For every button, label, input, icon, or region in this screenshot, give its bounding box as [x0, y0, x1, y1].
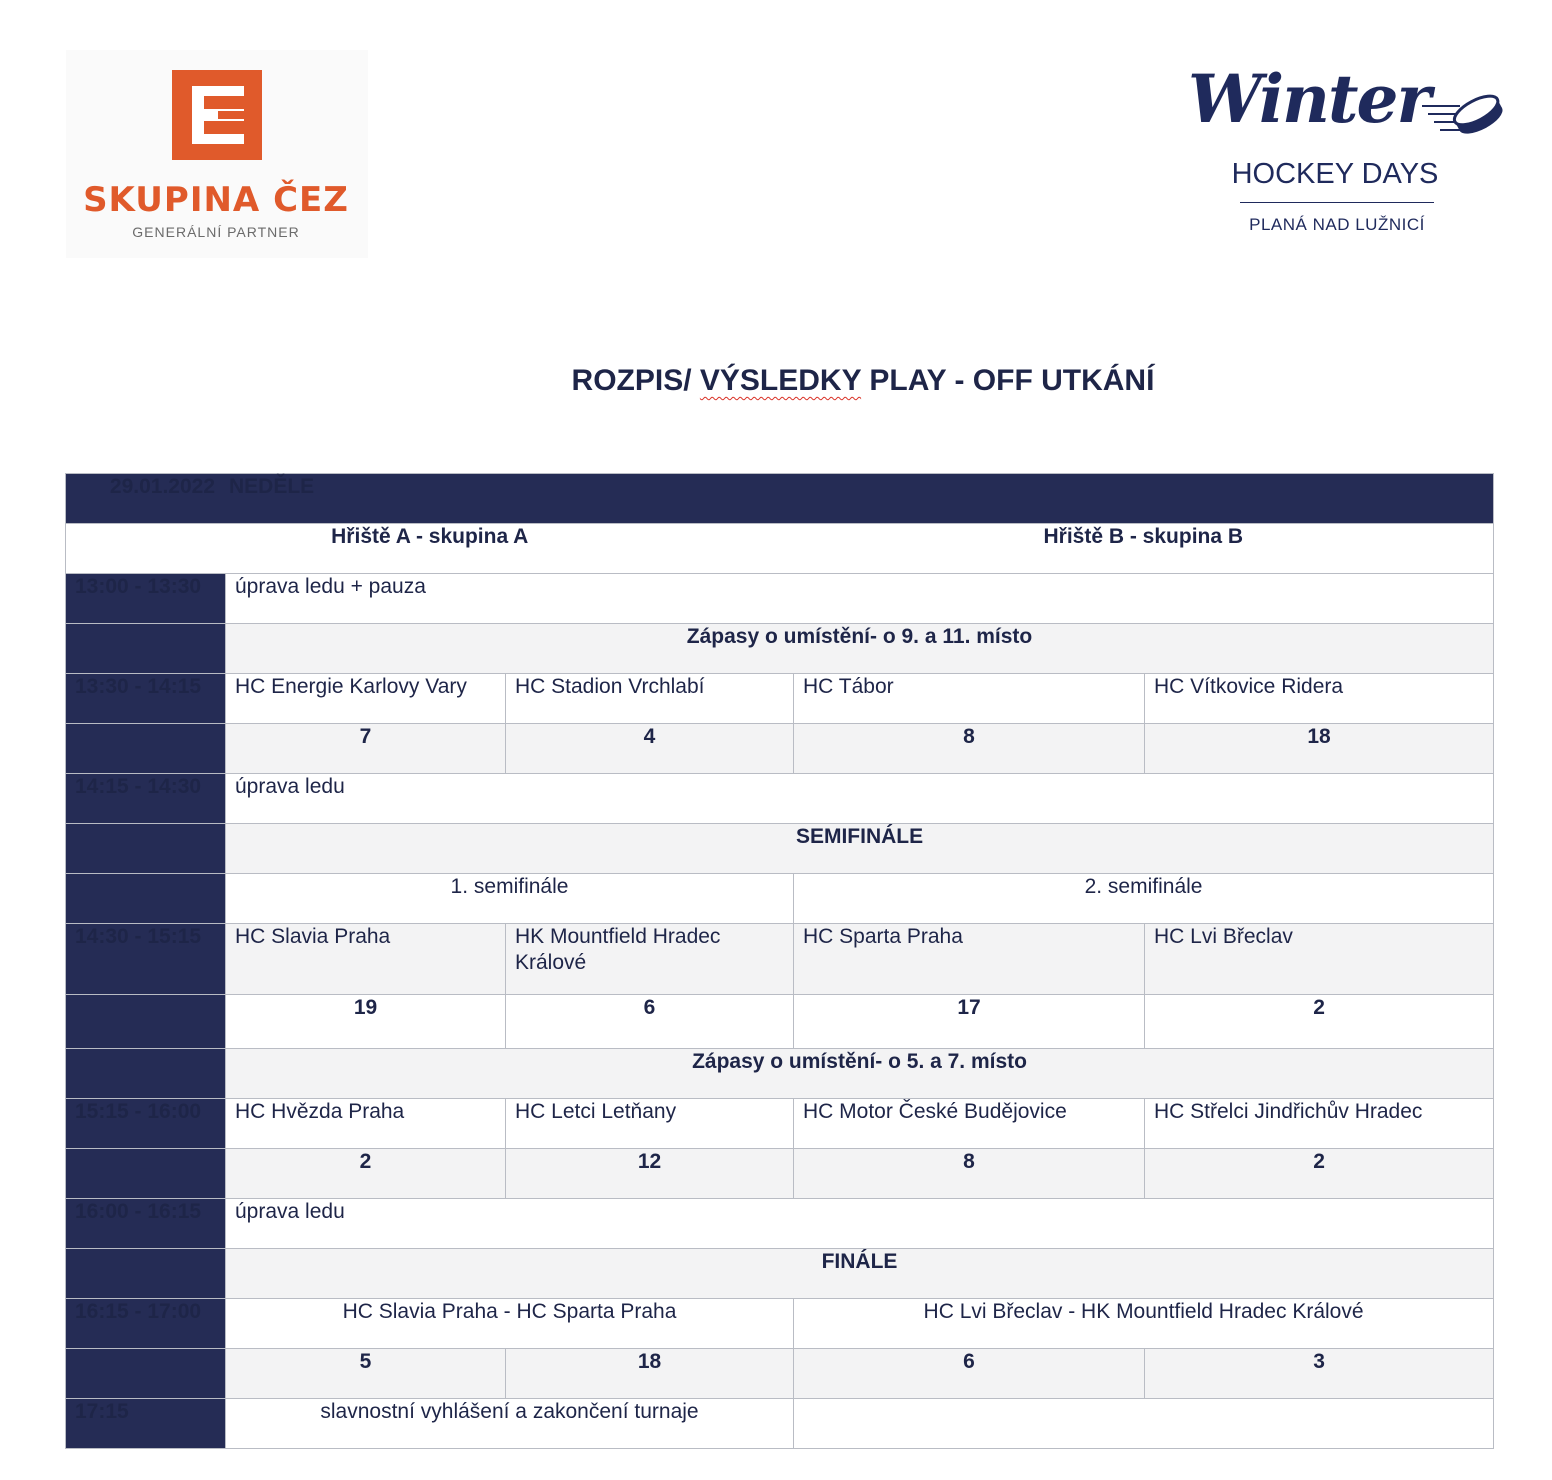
team-cell: HK Mountfield Hradec Králové: [506, 924, 794, 995]
table-row: [66, 1299, 1494, 1349]
time-cell: [66, 995, 226, 1049]
team-cell: HC Sparta Praha: [794, 924, 1145, 995]
time-cell: 17:15: [66, 1399, 226, 1449]
note-cell: úprava ledu + pauza: [226, 574, 1494, 624]
schedule-date: 29.01.2022: [109, 475, 215, 498]
team-cell: HC Lvi Břeclav: [1145, 924, 1494, 995]
table-row: [66, 874, 1494, 924]
time-cell: [66, 824, 226, 874]
table-row: [66, 924, 1494, 995]
score-cell: 7: [226, 724, 506, 774]
time-cell: 15:15 - 16:00: [66, 1099, 226, 1149]
score-cell: 2: [1145, 995, 1494, 1049]
team-cell: HC Tábor: [794, 674, 1145, 724]
score-cell: 17: [794, 995, 1145, 1049]
team-cell: HC Stadion Vrchlabí: [506, 674, 794, 724]
time-cell: 14:15 - 14:30: [66, 774, 226, 824]
field-b-label: Hřiště B - skupina B: [794, 524, 1494, 574]
field-row: [66, 524, 1494, 574]
event-logo-divider: [1240, 202, 1434, 203]
score-cell: 6: [794, 1349, 1145, 1399]
time-cell: [66, 1049, 226, 1099]
team-cell: HC Hvězda Praha: [226, 1099, 506, 1149]
time-cell: [66, 874, 226, 924]
section-title: Zápasy o umístění- o 5. a 7. místo: [226, 1049, 1494, 1099]
score-cell: 8: [794, 724, 1145, 774]
team-cell: HC Energie Karlovy Vary: [226, 674, 506, 724]
sponsor-logo: [66, 50, 368, 258]
score-row: [66, 1349, 1494, 1399]
title-part2: VÝSLEDKY: [699, 364, 862, 397]
final-match-a: HC Slavia Praha - HC Sparta Praha: [226, 1299, 794, 1349]
sponsor-name: SKUPINA ČEZ: [83, 180, 349, 220]
time-cell: 16:00 - 16:15: [66, 1199, 226, 1249]
hockey-puck-icon: [1420, 84, 1504, 144]
sponsor-subtitle: GENERÁLNÍ PARTNER: [132, 224, 300, 240]
score-cell: 18: [506, 1349, 794, 1399]
schedule-day: NEDĚLE: [229, 475, 315, 498]
semifinal-1-label: 1. semifinále: [226, 874, 794, 924]
header-row: [66, 474, 1494, 524]
event-logo-place: PLANÁ NAD LUŽNICÍ: [1249, 215, 1425, 234]
section-title: FINÁLE: [226, 1249, 1494, 1299]
semifinal-2-label: 2. semifinále: [794, 874, 1494, 924]
final-match-b: HC Lvi Břeclav - HK Mountfield Hradec Králové: [794, 1299, 1494, 1349]
score-cell: 6: [506, 995, 794, 1049]
time-cell: [66, 1149, 226, 1199]
cez-logo-icon: [172, 70, 262, 160]
score-cell: 18: [1145, 724, 1494, 774]
time-cell: 13:30 - 14:15: [66, 674, 226, 724]
time-cell: 14:30 - 15:15: [66, 924, 226, 995]
event-logo: [1180, 60, 1510, 250]
score-cell: 8: [794, 1149, 1145, 1199]
table-row: [66, 574, 1494, 624]
score-cell: 3: [1145, 1349, 1494, 1399]
team-cell: HC Střelci Jindřichův Hradec: [1145, 1099, 1494, 1149]
score-cell: 2: [226, 1149, 506, 1199]
date-header: [66, 474, 1494, 524]
score-cell: 12: [506, 1149, 794, 1199]
score-cell: 2: [1145, 1149, 1494, 1199]
time-cell: 13:00 - 13:30: [66, 574, 226, 624]
team-cell: HC Letci Letňany: [506, 1099, 794, 1149]
closing-ceremony-cell: slavnostní vyhlášení a zakončení turnaje: [226, 1399, 794, 1449]
time-cell: [66, 624, 226, 674]
event-logo-winter: Winter: [1188, 60, 1430, 138]
note-cell: úprava ledu: [226, 1199, 1494, 1249]
table-row: [66, 1099, 1494, 1149]
score-cell: 4: [506, 724, 794, 774]
time-cell: 16:15 - 17:00: [66, 1299, 226, 1349]
score-row: [66, 724, 1494, 774]
table-row: [66, 774, 1494, 824]
time-cell: [66, 1249, 226, 1299]
team-cell: HC Slavia Praha: [226, 924, 506, 995]
score-cell: 5: [226, 1349, 506, 1399]
table-row: [66, 674, 1494, 724]
schedule-table: [65, 473, 1494, 1449]
event-logo-hockey-days: HOCKEY DAYS: [1231, 158, 1439, 190]
table-row: [66, 1049, 1494, 1099]
score-row: [66, 995, 1494, 1049]
time-cell: [66, 724, 226, 774]
table-row: [66, 1399, 1494, 1449]
team-cell: HC Motor České Budějovice: [794, 1099, 1145, 1149]
empty-cell: [794, 1399, 1494, 1449]
time-cell: [66, 1349, 226, 1399]
table-row: [66, 1199, 1494, 1249]
section-title: Zápasy o umístění- o 9. a 11. místo: [226, 624, 1494, 674]
title-part3: PLAY - OFF UTKÁNÍ: [861, 364, 1155, 397]
note-cell: úprava ledu: [226, 774, 1494, 824]
field-a-label: Hřiště A - skupina A: [66, 524, 794, 574]
table-row: [66, 624, 1494, 674]
table-row: [66, 1249, 1494, 1299]
score-cell: 19: [226, 995, 506, 1049]
table-row: [66, 824, 1494, 874]
title-part1: ROZPIS/: [571, 364, 700, 397]
section-title: SEMIFINÁLE: [226, 824, 1494, 874]
score-row: [66, 1149, 1494, 1199]
team-cell: HC Vítkovice Ridera: [1145, 674, 1494, 724]
page-title: [0, 364, 1552, 398]
